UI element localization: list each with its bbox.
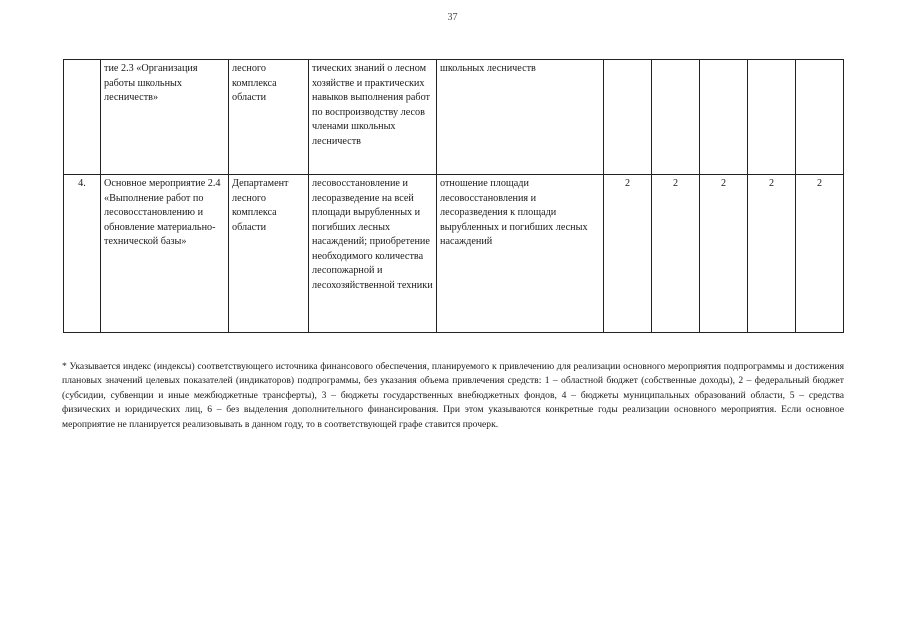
year-value-cell <box>604 60 652 175</box>
executor-cell: лесного комплекса области <box>229 60 309 175</box>
footnote: * Указывается индекс (индексы) соответствующего источника финансового обеспечения, планируемого к привлечению для реализации основного мероприятия подпрограммы и достижения плановых значений целевых показателей (индикаторов) подпрограммы, без указания объема привлечения средств: 1 – областной бюджет (собственные доходы), 2 – федеральный бюджет (субсидии, субвенции и иные межбюджетные трансферты), 3 – бюджеты государственных внебюджетных фондов, 4 – бюджеты муниципальных образований области, 5 – средства физических и юридических лиц, 6 – без выделения дополнительного финансирования. При этом указываются конкретные годы реализации основного мероприятия. Если основное мероприятие не планируется реализовывать в данном году, то в соответствующей графе ставится прочерк. <box>62 361 844 430</box>
row-number-cell <box>64 60 101 175</box>
program-measures-table <box>63 59 844 333</box>
page-number: 37 <box>447 12 458 23</box>
year-value-cell: 2 <box>652 175 700 333</box>
indicator-cell: отношение площади лесовосстановления и лесоразведения к площади вырубленных и погибших лесных насаждений <box>437 175 604 333</box>
measure-cell: тие 2.3 «Организация работы школьных лесничеств» <box>101 60 229 175</box>
measure-cell: Основное мероприятие 2.4 «Выполнение работ по лесовосстановлению и обновление материально-технической базы» <box>101 175 229 333</box>
row-number-cell: 4. <box>64 175 101 333</box>
table-row <box>64 60 844 175</box>
year-value-cell <box>652 60 700 175</box>
year-value-cell: 2 <box>604 175 652 333</box>
executor-cell: Департамент лесного комплекса области <box>229 175 309 333</box>
year-value-cell <box>700 60 748 175</box>
result-cell: лесовосстановление и лесоразведение на всей площади вырубленных и погибших лесных насаждений; приобретение необходимого количества лесопожарной и лесохозяйственной техники <box>309 175 437 333</box>
result-cell: тических знаний о лесном хозяйстве и практических навыков выполнения работ по воспроизводству лесов членами школьных лесничеств <box>309 60 437 175</box>
year-value-cell <box>748 60 796 175</box>
table-row <box>64 175 844 333</box>
year-value-cell: 2 <box>700 175 748 333</box>
year-value-cell <box>796 60 844 175</box>
year-value-cell: 2 <box>796 175 844 333</box>
year-value-cell: 2 <box>748 175 796 333</box>
indicator-cell: школьных лесничеств <box>437 60 604 175</box>
